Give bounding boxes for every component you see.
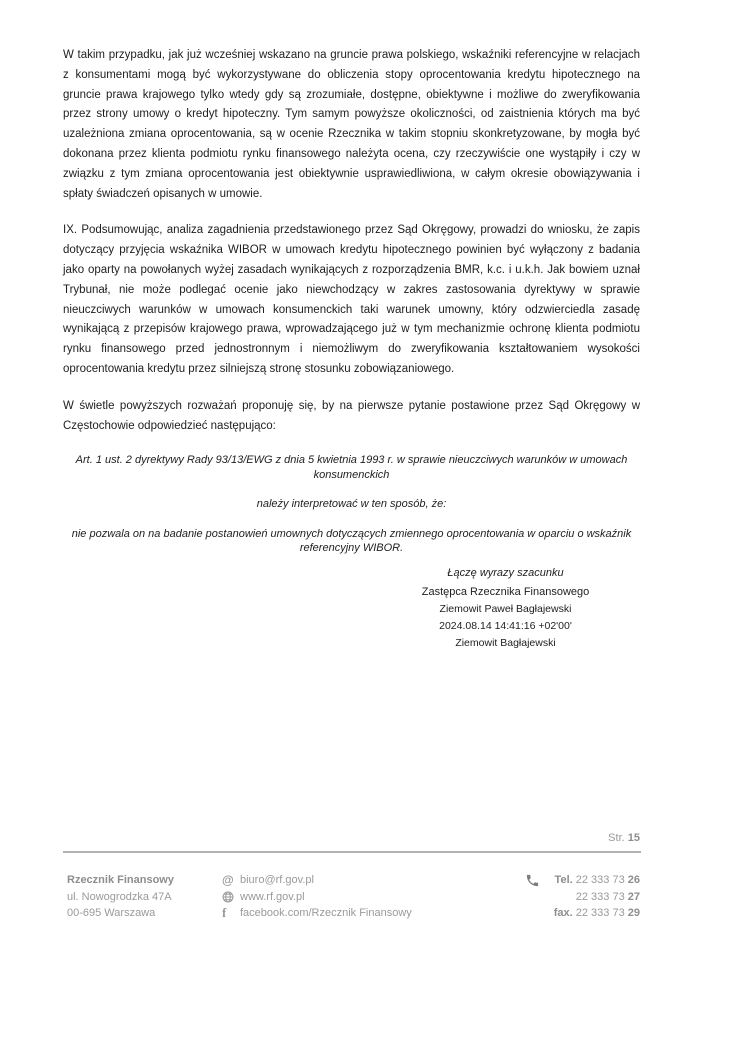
digital-signature-name: Ziemowit Bagłajewski <box>455 637 556 649</box>
footer-divider <box>63 851 641 853</box>
tel-line-1 <box>554 872 640 889</box>
ruling-interpretation-intro: należy interpretować w ten sposób, że: <box>256 498 447 511</box>
facebook-icon: f <box>222 905 227 920</box>
paragraph-proposal: W świetle powyższych rozważań proponuję się, by na pierwsze pytanie postawione przez Sąd Okręgowy w Częstochowie odpowiedzieć następująco: <box>63 399 640 432</box>
tel-2-number: 22 333 73 <box>575 890 625 903</box>
footer-online-contacts <box>222 872 462 922</box>
globe-icon <box>222 891 240 903</box>
paragraph-summary-ix: IX. Podsumowując, analiza zagadnienia przedstawionego przez Sąd Okręgowy, prowadzi do wniosku, że zapis dotyczący przyjęcia wskaźnika WIBOR w umowach kredytu hipotecznego powinien być wyłączony z badania jako oparty na powołanych wyżej zasadach wynikających z rozporządzenia BMR, k.c. i u.k.h. Jak bowiem uznał Trybunał, nie może podlegać ocenie jako niewchodzący w zakres zastosowania dyrektywy w sprawie nieuczciwych warunków w umowach konsumenckich taki warunek umowny, który odzwierciedla zasadę wynikającą z przepisów krajowego prawa, wprowadzającego już w tym mechanizmie ochronę klienta podmiotu rynku finansowego przed jednostronnym i niemożliwym do zweryfikowania kształtowaniem wysokości oprocentowania kredytu przez silniejszą stronę stosunku zobowiązaniowego. <box>63 224 640 375</box>
paragraph-context: W takim przypadku, jak już wcześniej wskazano na gruncie prawa polskiego, wskaźniki referencyjne w relacjach z konsumentami mogą być wykorzystywane do obliczenia stopy oprocentowania kredytu hipotecznego na gruncie prawa krajowego tylko wtedy gdy są zrozumiałe, dostępne, obiektywne i możliwe do zweryfikowania przez strony umowy o kredyt hipoteczny. Tym samym powyższe okoliczności, od zaistnienia których ma być uzależniona zmiana oprocentowania, są w ocenie Rzecznika w takim stopniu skonkretyzowane, by mogła być dokonana przez klienta podmiotu rynku finansowego należyta ocena, czy rzeczywiście one wystąpiły i czy w związku z tym zmiana oprocentowania jest obiektywnie usprawiedliwiona, w całym okresie obowiązywania i spłaty świadczeń opisanych w umowie. <box>63 49 640 200</box>
signer-name: Ziemowit Paweł Bagłajewski <box>439 603 572 615</box>
footer-phone-contacts <box>525 872 640 922</box>
facebook-url: facebook.com/Rzecznik Finansowy <box>240 907 412 919</box>
page-number-value: 15 <box>627 832 640 844</box>
fax-extension: 29 <box>627 907 640 919</box>
fax-number: 22 333 73 <box>575 907 625 919</box>
organization-name: Rzecznik Finansowy <box>67 874 174 886</box>
address-city: 00-695 Warszawa <box>67 907 156 919</box>
at-icon: @ <box>222 873 234 887</box>
ruling-quote-block <box>63 453 640 556</box>
facebook-row <box>222 905 462 922</box>
signature-timestamp: 2024.08.14 14:41:16 +02'00' <box>439 620 572 632</box>
tel-2-extension: 27 <box>627 890 640 903</box>
signature-salutation: Łączę wyrazy szacunku <box>447 567 564 579</box>
signature-block <box>368 563 643 651</box>
phone-numbers <box>554 872 640 922</box>
footer-address <box>67 872 222 922</box>
tel-1-number: 22 333 73 <box>575 874 625 886</box>
tel-1-extension: 26 <box>627 874 640 886</box>
tel-line-2 <box>554 889 640 906</box>
website-row <box>222 889 462 906</box>
page-number-label: Str. <box>608 832 625 844</box>
phone-icon <box>525 873 540 888</box>
website-url: www.rf.gov.pl <box>240 890 305 903</box>
fax-line <box>554 905 640 922</box>
email-address: biuro@rf.gov.pl <box>240 874 314 886</box>
ruling-citation: Art. 1 ust. 2 dyrektywy Rady 93/13/EWG z dnia 5 kwietnia 1993 r. w sprawie nieuczciwych warunków w umowach konsumenckich <box>75 454 628 481</box>
tel-label: Tel. <box>554 874 573 886</box>
footer <box>67 872 640 922</box>
email-row <box>222 872 462 889</box>
signer-title: Zastępca Rzecznika Finansowego <box>421 586 590 598</box>
address-street: ul. Nowogrodzka 47A <box>67 890 172 903</box>
fax-label: fax. <box>553 907 573 919</box>
ruling-conclusion: nie pozwala on na badanie postanowień umownych dotyczących zmiennego oprocentowania w oparciu o wskaźnik referencyjny WIBOR. <box>71 527 632 555</box>
page-number <box>63 832 640 844</box>
document-body <box>63 46 640 571</box>
